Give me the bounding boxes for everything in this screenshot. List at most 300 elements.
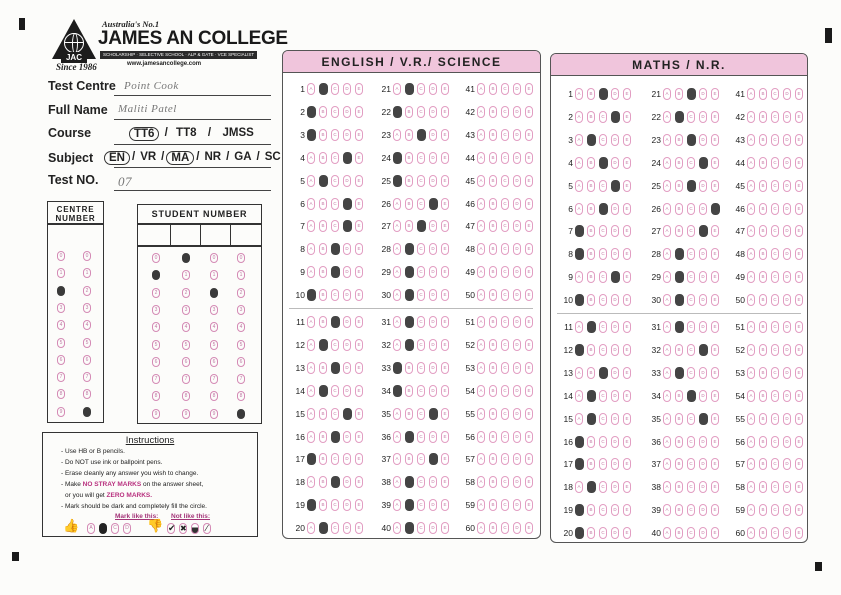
answer-bubble[interactable]: C [331,129,339,141]
answer-bubble[interactable]: A [747,157,755,169]
centre-digit-bubble[interactable]: 5 [83,338,91,348]
answer-bubble[interactable]: A [307,83,315,95]
student-digit-bubble[interactable]: 2 [182,288,190,298]
answer-bubble[interactable]: D [783,248,791,260]
answer-bubble-filled[interactable] [587,481,596,493]
answer-bubble[interactable]: C [501,385,509,397]
answer-bubble[interactable]: C [501,289,509,301]
answer-bubble[interactable]: E [795,481,803,493]
answer-bubble[interactable]: B [587,504,595,516]
student-digit-bubble[interactable]: 7 [237,374,245,384]
subject-option-sc[interactable]: SC [264,151,281,163]
answer-bubble[interactable]: B [489,522,497,534]
centre-digit-bubble[interactable]: 6 [57,355,65,365]
answer-bubble[interactable]: D [611,88,619,100]
student-digit-bubble[interactable]: 9 [152,409,160,419]
answer-bubble[interactable]: A [307,522,315,534]
answer-bubble-filled[interactable] [331,476,340,488]
answer-bubble[interactable]: B [489,289,497,301]
answer-bubble[interactable]: A [393,408,401,420]
answer-bubble[interactable]: D [611,458,619,470]
answer-bubble[interactable]: C [771,504,779,516]
answer-bubble[interactable]: E [355,266,363,278]
answer-bubble[interactable]: B [489,339,497,351]
student-digit-bubble[interactable]: 7 [152,374,160,384]
answer-bubble[interactable]: D [611,527,619,539]
answer-bubble[interactable]: B [489,220,497,232]
answer-bubble[interactable]: D [513,453,521,465]
answer-bubble[interactable]: D [783,271,791,283]
answer-bubble[interactable]: A [477,339,485,351]
answer-bubble[interactable]: E [711,271,719,283]
student-digit-bubble[interactable]: 3 [182,305,190,315]
answer-bubble[interactable]: B [759,321,767,333]
answer-bubble[interactable]: B [319,431,327,443]
answer-bubble-filled[interactable] [575,504,584,516]
answer-bubble[interactable]: C [501,243,509,255]
student-digit-bubble[interactable]: 4 [152,322,160,332]
answer-bubble[interactable]: A [307,385,315,397]
answer-bubble[interactable]: D [699,367,707,379]
student-digit-bubble[interactable]: 8 [237,391,245,401]
answer-bubble[interactable]: B [759,481,767,493]
answer-bubble[interactable]: C [771,294,779,306]
answer-bubble[interactable]: E [441,289,449,301]
student-digit-bubble[interactable]: 0 [237,253,245,263]
answer-bubble[interactable]: A [663,225,671,237]
answer-bubble[interactable]: E [795,367,803,379]
answer-bubble[interactable]: E [525,499,533,511]
answer-bubble[interactable]: C [599,248,607,260]
answer-bubble-filled[interactable] [687,134,696,146]
answer-bubble[interactable]: C [417,106,425,118]
answer-bubble[interactable]: E [441,362,449,374]
answer-bubble[interactable]: C [599,504,607,516]
answer-bubble[interactable]: E [525,316,533,328]
answer-bubble[interactable]: A [307,431,315,443]
answer-bubble[interactable]: C [417,175,425,187]
answer-bubble[interactable]: E [711,458,719,470]
centre-digit-bubble[interactable]: 6 [83,355,91,365]
answer-bubble[interactable]: E [711,390,719,402]
answer-bubble[interactable]: D [513,339,521,351]
answer-bubble[interactable]: D [699,294,707,306]
answer-bubble[interactable]: A [477,499,485,511]
answer-bubble[interactable]: B [675,203,683,215]
answer-bubble[interactable]: E [441,152,449,164]
answer-bubble[interactable]: B [759,527,767,539]
answer-bubble[interactable]: C [771,436,779,448]
answer-bubble[interactable]: C [687,367,695,379]
answer-bubble[interactable]: B [675,180,683,192]
answer-bubble[interactable]: A [663,344,671,356]
answer-bubble[interactable]: C [417,476,425,488]
answer-bubble[interactable]: E [525,220,533,232]
answer-bubble[interactable]: A [477,152,485,164]
answer-bubble[interactable]: D [699,390,707,402]
course-option-tt6[interactable]: TT6 [129,127,159,141]
answer-bubble[interactable]: E [525,243,533,255]
answer-bubble[interactable]: D [783,458,791,470]
answer-bubble[interactable]: E [441,220,449,232]
answer-bubble[interactable]: E [711,367,719,379]
answer-bubble[interactable]: E [623,294,631,306]
answer-bubble[interactable]: C [687,225,695,237]
answer-bubble[interactable]: B [675,344,683,356]
answer-bubble[interactable]: E [355,408,363,420]
answer-bubble[interactable]: C [687,527,695,539]
answer-bubble[interactable]: A [477,431,485,443]
answer-bubble[interactable]: E [711,321,719,333]
answer-bubble[interactable]: E [525,289,533,301]
answer-bubble[interactable]: D [429,266,437,278]
answer-bubble[interactable]: B [405,152,413,164]
answer-bubble[interactable]: A [663,157,671,169]
answer-bubble[interactable]: A [307,408,315,420]
answer-bubble[interactable]: A [663,367,671,379]
answer-bubble[interactable]: A [747,504,755,516]
answer-bubble[interactable]: C [771,111,779,123]
answer-bubble[interactable]: B [489,499,497,511]
answer-bubble[interactable]: A [307,362,315,374]
answer-bubble[interactable]: B [489,175,497,187]
answer-bubble[interactable]: A [477,362,485,374]
answer-bubble[interactable]: B [489,316,497,328]
answer-bubble[interactable]: E [623,111,631,123]
answer-bubble[interactable]: B [759,344,767,356]
answer-bubble-filled[interactable] [307,453,316,465]
answer-bubble[interactable]: B [489,129,497,141]
student-digit-bubble[interactable]: 1 [210,270,218,280]
answer-bubble[interactable]: B [319,476,327,488]
answer-bubble[interactable]: E [441,522,449,534]
answer-bubble[interactable]: E [355,431,363,443]
answer-bubble[interactable]: A [393,266,401,278]
answer-bubble[interactable]: B [319,129,327,141]
answer-bubble[interactable]: E [623,344,631,356]
centre-digit-bubble[interactable]: 4 [83,320,91,330]
answer-bubble[interactable]: E [711,180,719,192]
answer-bubble[interactable]: A [575,157,583,169]
answer-bubble[interactable]: A [663,504,671,516]
student-digit-bubble[interactable]: 8 [210,391,218,401]
answer-bubble[interactable]: A [663,390,671,402]
answer-bubble[interactable]: E [355,476,363,488]
answer-bubble[interactable]: B [489,152,497,164]
subject-option-nr[interactable]: NR [204,151,222,163]
answer-bubble[interactable]: A [663,436,671,448]
answer-bubble[interactable]: D [783,413,791,425]
answer-bubble[interactable]: C [331,106,339,118]
answer-bubble[interactable]: A [307,220,315,232]
answer-bubble-filled[interactable] [393,152,402,164]
answer-bubble[interactable]: A [747,203,755,215]
answer-bubble[interactable]: B [489,83,497,95]
answer-bubble[interactable]: D [429,220,437,232]
answer-bubble-filled[interactable] [687,88,696,100]
answer-bubble[interactable]: A [747,321,755,333]
answer-bubble[interactable]: A [477,385,485,397]
answer-bubble[interactable]: E [525,198,533,210]
answer-bubble[interactable]: B [759,157,767,169]
student-digit-bubble[interactable]: 1 [237,270,245,280]
answer-bubble[interactable]: C [501,499,509,511]
answer-bubble[interactable]: D [429,175,437,187]
answer-bubble[interactable]: B [587,88,595,100]
answer-bubble[interactable]: A [575,321,583,333]
answer-bubble-filled[interactable] [611,111,620,123]
answer-bubble-filled[interactable] [417,129,426,141]
answer-bubble[interactable]: C [501,522,509,534]
answer-bubble[interactable]: D [699,203,707,215]
answer-bubble[interactable]: C [687,111,695,123]
answer-bubble[interactable]: E [525,476,533,488]
answer-bubble[interactable]: B [405,453,413,465]
answer-bubble[interactable]: E [355,339,363,351]
answer-bubble[interactable]: B [489,431,497,443]
answer-bubble[interactable]: E [525,175,533,187]
answer-bubble[interactable]: D [429,316,437,328]
answer-bubble[interactable]: C [771,180,779,192]
answer-bubble-filled[interactable] [611,180,620,192]
answer-bubble-filled[interactable] [343,220,352,232]
answer-bubble-filled[interactable] [675,271,684,283]
answer-bubble-filled[interactable] [687,180,696,192]
answer-bubble[interactable]: D [429,243,437,255]
answer-bubble[interactable]: A [663,294,671,306]
answer-bubble[interactable]: A [477,266,485,278]
answer-bubble[interactable]: A [393,129,401,141]
answer-bubble[interactable]: D [513,175,521,187]
answer-bubble[interactable]: B [759,111,767,123]
answer-bubble-filled[interactable] [343,198,352,210]
answer-bubble[interactable]: C [501,266,509,278]
answer-bubble[interactable]: E [623,413,631,425]
answer-bubble[interactable]: C [417,385,425,397]
answer-bubble-filled[interactable] [343,152,352,164]
answer-bubble[interactable]: D [699,504,707,516]
answer-bubble[interactable]: D [513,152,521,164]
answer-bubble[interactable]: B [759,436,767,448]
answer-bubble[interactable]: A [575,271,583,283]
student-digit-bubble[interactable]: 0 [152,253,160,263]
answer-bubble[interactable]: C [771,481,779,493]
answer-bubble-filled[interactable] [405,431,414,443]
answer-bubble[interactable]: A [307,316,315,328]
answer-bubble[interactable]: B [405,175,413,187]
answer-bubble[interactable]: B [489,476,497,488]
answer-bubble[interactable]: A [575,413,583,425]
answer-bubble[interactable]: D [783,527,791,539]
answer-bubble-filled[interactable] [331,243,340,255]
answer-bubble[interactable]: A [477,198,485,210]
answer-bubble[interactable]: A [477,476,485,488]
student-digit-bubble-filled[interactable] [237,409,245,419]
answer-bubble[interactable]: D [611,203,619,215]
answer-bubble[interactable]: C [771,413,779,425]
answer-bubble-filled[interactable] [319,339,328,351]
answer-bubble[interactable]: D [611,294,619,306]
answer-bubble[interactable]: D [783,180,791,192]
answer-bubble[interactable]: E [623,248,631,260]
answer-bubble[interactable]: A [663,271,671,283]
centre-digit-bubble[interactable]: 9 [57,407,65,417]
answer-bubble-filled[interactable] [675,367,684,379]
answer-bubble[interactable]: C [417,289,425,301]
answer-bubble-filled[interactable] [587,321,596,333]
answer-bubble[interactable]: E [711,504,719,516]
answer-bubble[interactable]: A [393,522,401,534]
answer-bubble-filled[interactable] [675,294,684,306]
answer-bubble-filled[interactable] [319,83,328,95]
answer-bubble[interactable]: A [393,243,401,255]
answer-bubble[interactable]: D [611,225,619,237]
student-digit-bubble[interactable]: 5 [152,340,160,350]
student-digit-bubble[interactable]: 7 [182,374,190,384]
answer-bubble[interactable]: E [355,316,363,328]
centre-digit-bubble[interactable]: 1 [57,268,65,278]
answer-bubble[interactable]: C [331,453,339,465]
answer-bubble[interactable]: A [477,316,485,328]
answer-bubble[interactable]: B [759,367,767,379]
answer-bubble-filled[interactable] [331,316,340,328]
answer-bubble[interactable]: D [343,339,351,351]
answer-bubble[interactable]: C [771,390,779,402]
answer-bubble[interactable]: D [611,436,619,448]
answer-bubble[interactable]: B [319,106,327,118]
answer-bubble[interactable]: C [331,408,339,420]
answer-bubble[interactable]: E [355,175,363,187]
answer-bubble[interactable]: A [477,175,485,187]
answer-bubble[interactable]: B [759,180,767,192]
answer-bubble[interactable]: E [795,294,803,306]
answer-bubble-filled[interactable] [393,362,402,374]
answer-bubble[interactable]: D [429,83,437,95]
student-digit-bubble[interactable]: 1 [182,270,190,280]
answer-bubble[interactable]: D [429,362,437,374]
answer-bubble[interactable]: B [759,390,767,402]
answer-bubble[interactable]: D [611,504,619,516]
answer-bubble[interactable]: C [771,271,779,283]
answer-bubble[interactable]: E [441,499,449,511]
answer-bubble[interactable]: E [623,225,631,237]
student-digit-bubble[interactable]: 9 [210,409,218,419]
answer-bubble[interactable]: C [599,413,607,425]
answer-bubble[interactable]: D [699,180,707,192]
answer-bubble[interactable]: E [623,436,631,448]
answer-bubble[interactable]: E [711,344,719,356]
answer-bubble[interactable]: C [331,385,339,397]
answer-bubble[interactable]: C [417,453,425,465]
answer-bubble[interactable]: E [711,294,719,306]
answer-bubble[interactable]: A [393,316,401,328]
answer-bubble-filled[interactable] [687,390,696,402]
subject-option-vr[interactable]: VR [140,151,157,163]
student-digit-bubble[interactable]: 8 [182,391,190,401]
answer-bubble[interactable]: B [675,390,683,402]
answer-bubble[interactable]: C [599,527,607,539]
answer-bubble-filled[interactable] [599,203,608,215]
answer-bubble[interactable]: D [783,203,791,215]
answer-bubble-filled[interactable] [699,413,708,425]
answer-bubble-filled[interactable] [307,129,316,141]
answer-bubble[interactable]: B [759,248,767,260]
answer-bubble[interactable]: C [331,83,339,95]
student-digit-bubble[interactable]: 4 [210,322,218,332]
answer-bubble[interactable]: D [429,339,437,351]
answer-bubble[interactable]: A [747,413,755,425]
answer-bubble[interactable]: D [699,134,707,146]
answer-bubble[interactable]: A [477,129,485,141]
answer-bubble[interactable]: C [417,83,425,95]
answer-bubble[interactable]: C [599,436,607,448]
answer-bubble[interactable]: C [599,180,607,192]
answer-bubble-filled[interactable] [587,390,596,402]
answer-bubble[interactable]: E [441,453,449,465]
answer-bubble[interactable]: C [417,339,425,351]
answer-bubble[interactable]: D [343,289,351,301]
answer-bubble[interactable]: C [417,152,425,164]
answer-bubble[interactable]: A [393,220,401,232]
answer-bubble[interactable]: E [795,248,803,260]
answer-bubble[interactable]: A [747,111,755,123]
answer-bubble[interactable]: A [575,134,583,146]
answer-bubble[interactable]: E [623,88,631,100]
answer-bubble-filled[interactable] [319,522,328,534]
answer-bubble-filled[interactable] [575,294,584,306]
answer-bubble[interactable]: B [675,413,683,425]
answer-bubble[interactable]: B [759,88,767,100]
answer-bubble[interactable]: A [393,83,401,95]
centre-digit-bubble[interactable]: 8 [83,389,91,399]
answer-bubble[interactable]: D [783,111,791,123]
answer-bubble[interactable]: C [501,316,509,328]
answer-bubble-filled[interactable] [675,321,684,333]
centre-digit-bubble[interactable]: 0 [83,251,91,261]
answer-bubble[interactable]: B [489,266,497,278]
centre-digit-bubble[interactable]: 4 [57,320,65,330]
answer-bubble[interactable]: B [489,362,497,374]
answer-bubble[interactable]: B [319,499,327,511]
answer-bubble[interactable]: C [687,344,695,356]
answer-bubble[interactable]: C [501,129,509,141]
course-option-tt8[interactable]: TT8 [176,127,197,139]
answer-bubble[interactable]: A [575,390,583,402]
answer-bubble[interactable]: B [675,134,683,146]
answer-bubble[interactable]: E [441,83,449,95]
answer-bubble[interactable]: A [575,203,583,215]
answer-bubble[interactable]: E [525,453,533,465]
answer-bubble[interactable]: B [405,408,413,420]
answer-bubble[interactable]: A [747,481,755,493]
answer-bubble-filled[interactable] [319,385,328,397]
answer-bubble[interactable]: D [611,390,619,402]
answer-bubble[interactable]: E [795,203,803,215]
answer-bubble[interactable]: C [331,289,339,301]
answer-bubble[interactable]: E [623,134,631,146]
answer-bubble[interactable]: D [343,316,351,328]
answer-bubble[interactable]: C [771,344,779,356]
answer-bubble[interactable]: E [623,180,631,192]
answer-bubble[interactable]: B [489,453,497,465]
answer-bubble-filled[interactable] [405,499,414,511]
answer-bubble[interactable]: C [687,458,695,470]
answer-bubble[interactable]: D [429,129,437,141]
answer-bubble[interactable]: D [783,481,791,493]
answer-bubble[interactable]: C [501,175,509,187]
answer-bubble[interactable]: C [501,198,509,210]
answer-bubble[interactable]: C [771,134,779,146]
